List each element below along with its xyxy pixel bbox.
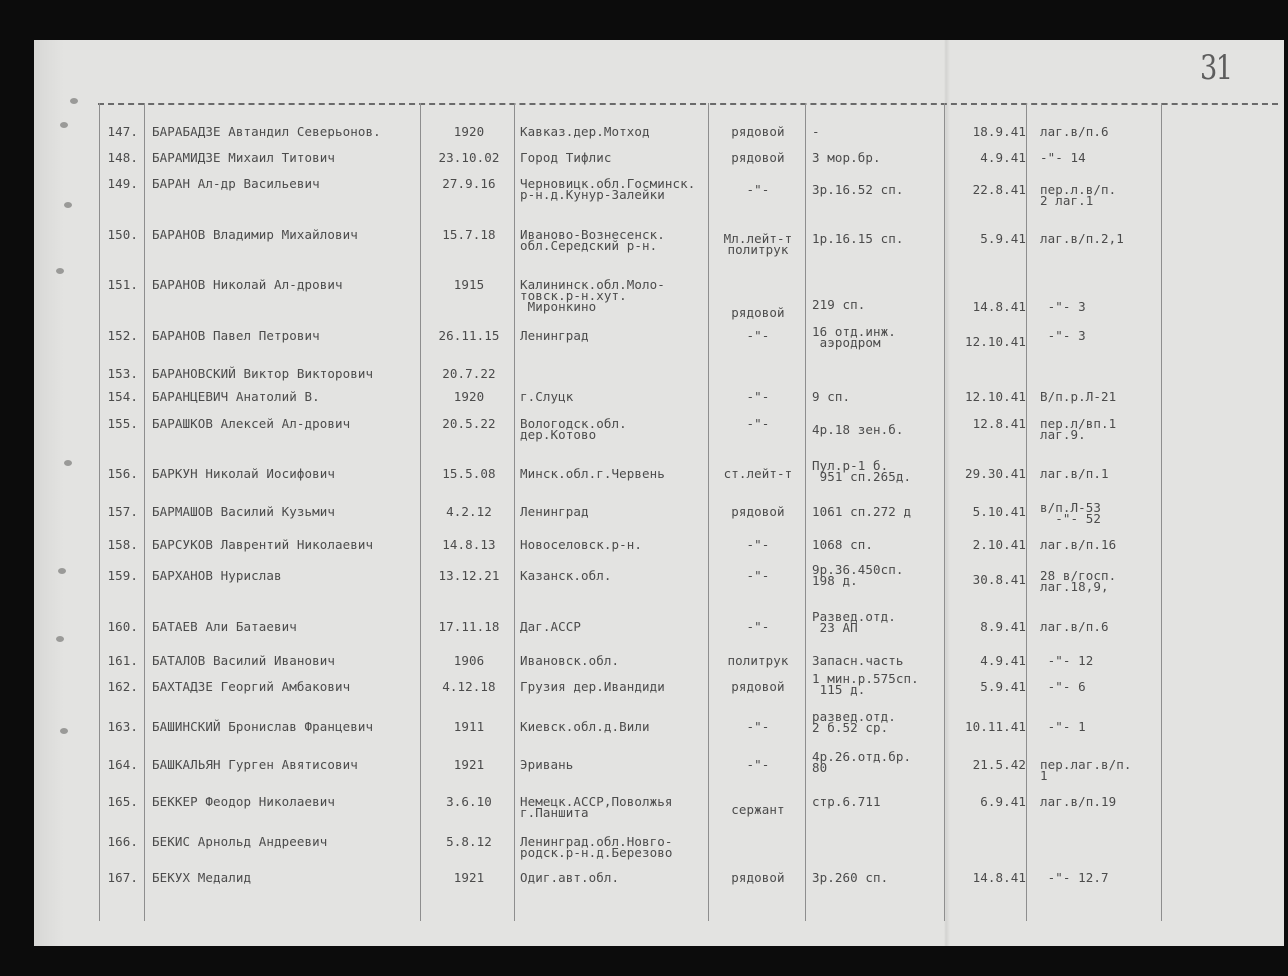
cell-birth-place: Новоселовск.р-н. <box>520 537 643 552</box>
cell-unit: 4р.26.отд.бр. 80 <box>812 749 912 775</box>
table-row <box>0 749 1288 799</box>
cell-birth-date: 13.12.21 <box>438 568 500 583</box>
cell-unit: 219 сп. <box>812 297 866 312</box>
cell-rank: -"- <box>746 328 770 343</box>
cell-row-number: 150. <box>107 227 138 242</box>
cell-capture-date: 2.10.41 <box>972 537 1026 552</box>
cell-rank: рядовой <box>731 504 785 519</box>
cell-unit: 9р.36.450сп. 198 д. <box>812 562 904 588</box>
table-row <box>0 562 1288 610</box>
cell-rank: рядовой <box>731 124 785 139</box>
cell-birth-date: 1920 <box>453 124 485 139</box>
cell-birth-date: 27.9.16 <box>442 176 496 191</box>
top-dashed-rule <box>98 103 1278 105</box>
cell-full-name: БАШКАЛЬЯН Гурген Авятисович <box>152 757 358 772</box>
cell-capture-date: 4.9.41 <box>980 150 1026 165</box>
table-row <box>0 324 1288 370</box>
cell-row-number: 165. <box>107 794 138 809</box>
cell-unit: развед.отд. 2 б.52 ср. <box>812 709 896 735</box>
cell-unit: 1061 сп.272 д <box>812 504 912 519</box>
cell-capture-date: 18.9.41 <box>972 124 1026 139</box>
cell-fate: пер.лаг.в/п. 1 <box>1040 757 1132 783</box>
cell-rank: Мл.лейт-т политрук <box>723 231 793 257</box>
cell-full-name: БЕКИС Арнольд Андреевич <box>152 834 328 849</box>
cell-birth-place: Эривань <box>520 757 574 772</box>
cell-rank: -"- <box>746 619 770 634</box>
cell-capture-date: 29.30.41 <box>964 466 1026 481</box>
cell-birth-date: 20.5.22 <box>442 416 496 431</box>
cell-birth-date: 20.7.22 <box>442 366 496 381</box>
cell-row-number: 147. <box>107 124 138 139</box>
cell-row-number: 153. <box>107 366 138 381</box>
cell-birth-place: Даг.АССР <box>520 619 582 634</box>
cell-unit: Развед.отд. 23 АП <box>812 609 896 635</box>
cell-birth-place: Иваново-Вознесенск. обл.Середский р-н. <box>520 227 665 253</box>
cell-unit: 1068 сп. <box>812 537 874 552</box>
cell-capture-date: 4.9.41 <box>980 653 1026 668</box>
cell-row-number: 157. <box>107 504 138 519</box>
cell-row-number: 161. <box>107 653 138 668</box>
cell-birth-place: Казанск.обл. <box>520 568 612 583</box>
cell-full-name: БАРАНОВСКИЙ Виктор Викторович <box>152 366 374 381</box>
cell-full-name: БАШИНСКИЙ Бронислав Францевич <box>152 719 374 734</box>
cell-capture-date: 12.10.41 <box>964 389 1026 404</box>
cell-full-name: БАРАН Ал-др Васильевич <box>152 176 320 191</box>
cell-row-number: 159. <box>107 568 138 583</box>
cell-rank: -"- <box>746 757 770 772</box>
cell-row-number: 162. <box>107 679 138 694</box>
cell-rank: рядовой <box>731 679 785 694</box>
cell-birth-place: г.Слуцк <box>520 389 574 404</box>
cell-row-number: 152. <box>107 328 138 343</box>
cell-fate: лаг.в/п.19 <box>1040 794 1117 809</box>
cell-full-name: БАТАЛОВ Василий Иванович <box>152 653 336 668</box>
cell-unit: 3р.260 сп. <box>812 870 889 885</box>
cell-capture-date: 10.11.41 <box>964 719 1026 734</box>
cell-row-number: 166. <box>107 834 138 849</box>
punch-hole <box>70 98 78 104</box>
cell-birth-date: 23.10.02 <box>438 150 500 165</box>
punch-hole <box>64 460 72 466</box>
cell-rank: -"- <box>746 182 770 197</box>
cell-unit: 3 мор.бр. <box>812 150 881 165</box>
table-row <box>0 178 1288 218</box>
cell-fate: В/п.р.Л-21 <box>1040 389 1117 404</box>
cell-birth-date: 1920 <box>453 389 485 404</box>
cell-capture-date: 8.9.41 <box>980 619 1026 634</box>
cell-row-number: 154. <box>107 389 138 404</box>
cell-full-name: БЕКУХ Медалид <box>152 870 252 885</box>
cell-row-number: 167. <box>107 870 138 885</box>
cell-full-name: БАТАЕВ Али Батаевич <box>152 619 297 634</box>
cell-birth-place: Калининск.обл.Моло- товск.р-н.хут. Миронкино <box>520 277 665 314</box>
cell-capture-date: 30.8.41 <box>972 572 1026 587</box>
cell-row-number: 160. <box>107 619 138 634</box>
table-row <box>0 671 1288 721</box>
cell-birth-place: Немецк.АССР,Поволжья г.Паншита <box>520 794 673 820</box>
cell-row-number: 155. <box>107 416 138 431</box>
cell-row-number: 164. <box>107 757 138 772</box>
cell-rank: -"- <box>746 389 770 404</box>
cell-rank: рядовой <box>731 870 785 885</box>
cell-birth-place: Ленинград.обл.Новго- родск.р-н.д.Березово <box>520 834 673 860</box>
cell-birth-date: 1911 <box>453 719 485 734</box>
cell-birth-date: 1921 <box>453 870 485 885</box>
cell-fate: -"- 3 <box>1040 299 1086 314</box>
cell-full-name: БАХТАДЗЕ Георгий Амбакович <box>152 679 351 694</box>
cell-birth-date: 1915 <box>453 277 485 292</box>
cell-birth-date: 4.12.18 <box>442 679 496 694</box>
cell-rank: -"- <box>746 537 770 552</box>
cell-full-name: БАРАНОВ Николай Ал-дрович <box>152 277 343 292</box>
table-row <box>0 709 1288 761</box>
cell-birth-place: Ленинград <box>520 328 589 343</box>
cell-birth-date: 1906 <box>453 653 485 668</box>
cell-rank: рядовой <box>731 150 785 165</box>
table-row <box>0 279 1288 319</box>
cell-full-name: БАРАНЦЕВИЧ Анатолий В. <box>152 389 320 404</box>
table-row <box>0 418 1288 458</box>
table-row <box>0 872 1288 912</box>
cell-full-name: БАРМАШОВ Василий Кузьмич <box>152 504 336 519</box>
cell-birth-date: 4.2.12 <box>446 504 492 519</box>
cell-fate: в/п.Л-53 -"- 52 <box>1040 500 1102 526</box>
cell-birth-date: 5.8.12 <box>446 834 492 849</box>
cell-birth-date: 26.11.15 <box>438 328 500 343</box>
cell-fate: -"- 12.7 <box>1040 870 1109 885</box>
cell-unit: 16 отд.инж. аэродром <box>812 324 896 350</box>
cell-fate: 28 в/госп. лаг.18,9, <box>1040 568 1117 594</box>
cell-fate: -"- 14 <box>1040 150 1086 165</box>
cell-capture-date: 5.9.41 <box>980 231 1026 246</box>
cell-rank: -"- <box>746 719 770 734</box>
cell-birth-place: Черновицк.обл.Госминск. р-н.д.Кунур-Залейки <box>520 176 696 202</box>
cell-birth-date: 3.6.10 <box>446 794 492 809</box>
cell-fate: лаг.в/п.1 <box>1040 466 1109 481</box>
cell-rank: рядовой <box>731 305 785 320</box>
cell-capture-date: 6.9.41 <box>980 794 1026 809</box>
cell-unit: Запасн.часть <box>812 653 904 668</box>
cell-birth-place: Киевск.обл.д.Вили <box>520 719 650 734</box>
cell-birth-date: 14.8.13 <box>442 537 496 552</box>
cell-birth-date: 17.11.18 <box>438 619 500 634</box>
cell-full-name: БАРАШКОВ Алексей Ал-дрович <box>152 416 351 431</box>
cell-fate: лаг.в/п.6 <box>1040 124 1109 139</box>
cell-unit: - <box>812 124 820 139</box>
cell-unit: 1 мин.р.575сп. 115 д. <box>812 671 919 697</box>
cell-fate: лаг.в/п.2,1 <box>1040 231 1124 246</box>
cell-row-number: 149. <box>107 176 138 191</box>
cell-row-number: 163. <box>107 719 138 734</box>
cell-full-name: БАРАНОВ Павел Петрович <box>152 328 320 343</box>
cell-unit: Пул.р-1 б. 951 сп.265д. <box>812 458 912 484</box>
cell-row-number: 158. <box>107 537 138 552</box>
cell-fate: -"- 1 <box>1040 719 1086 734</box>
cell-capture-date: 12.8.41 <box>972 416 1026 431</box>
cell-birth-date: 15.5.08 <box>442 466 496 481</box>
cell-unit: 1р.16.15 сп. <box>812 231 904 246</box>
table-row <box>0 229 1288 269</box>
cell-row-number: 156. <box>107 466 138 481</box>
cell-rank: политрук <box>727 653 789 668</box>
cell-full-name: БАРСУКОВ Лаврентий Николаевич <box>152 537 374 552</box>
cell-fate: лаг.в/п.6 <box>1040 619 1109 634</box>
cell-row-number: 151. <box>107 277 138 292</box>
cell-fate: лаг.в/п.16 <box>1040 537 1117 552</box>
cell-birth-place: Город Тифлис <box>520 150 612 165</box>
page-number: 31 <box>1200 48 1232 88</box>
cell-rank: ст.лейт-т <box>723 466 793 481</box>
table-row <box>0 796 1288 836</box>
cell-birth-place: Минск.обл.г.Червень <box>520 466 665 481</box>
cell-birth-date: 1921 <box>453 757 485 772</box>
cell-full-name: БАРАБАДЗЕ Автандил Северьонов. <box>152 124 381 139</box>
cell-birth-place: Вологодск.обл. дер.Котово <box>520 416 627 442</box>
cell-capture-date: 14.8.41 <box>972 870 1026 885</box>
cell-fate: -"- 12 <box>1040 653 1094 668</box>
cell-birth-place: Кавказ.дер.Мотход <box>520 124 650 139</box>
cell-full-name: БЕККЕР Феодор Николаевич <box>152 794 336 809</box>
cell-birth-place: Ивановск.обл. <box>520 653 620 668</box>
cell-capture-date: 21.5.42 <box>972 757 1026 772</box>
cell-capture-date: 12.10.41 <box>964 334 1026 349</box>
cell-fate: пер.л/вп.1 лаг.9. <box>1040 416 1117 442</box>
cell-full-name: БАРКУН Николай Иосифович <box>152 466 336 481</box>
cell-birth-place: Ленинград <box>520 504 589 519</box>
cell-capture-date: 14.8.41 <box>972 299 1026 314</box>
cell-unit: 4р.18 зен.б. <box>812 422 904 437</box>
cell-capture-date: 5.10.41 <box>972 504 1026 519</box>
cell-unit: 9 сп. <box>812 389 851 404</box>
cell-rank: сержант <box>731 802 785 817</box>
cell-fate: -"- 3 <box>1040 328 1086 343</box>
cell-unit: 3р.16.52 сп. <box>812 182 904 197</box>
cell-capture-date: 5.9.41 <box>980 679 1026 694</box>
cell-rank: -"- <box>746 568 770 583</box>
cell-birth-place: Одиг.авт.обл. <box>520 870 620 885</box>
cell-row-number: 148. <box>107 150 138 165</box>
cell-birth-date: 15.7.18 <box>442 227 496 242</box>
cell-unit: стр.6.711 <box>812 794 881 809</box>
cell-fate: -"- 6 <box>1040 679 1086 694</box>
cell-full-name: БАРХАНОВ Нурислав <box>152 568 282 583</box>
cell-full-name: БАРАМИДЗЕ Михаил Титович <box>152 150 336 165</box>
cell-fate: пер.л.в/п. 2 лаг.1 <box>1040 182 1117 208</box>
cell-birth-place: Грузия дер.Ивандиди <box>520 679 665 694</box>
cell-full-name: БАРАНОВ Владимир Михайлович <box>152 227 358 242</box>
cell-rank: -"- <box>746 416 770 431</box>
cell-capture-date: 22.8.41 <box>972 182 1026 197</box>
